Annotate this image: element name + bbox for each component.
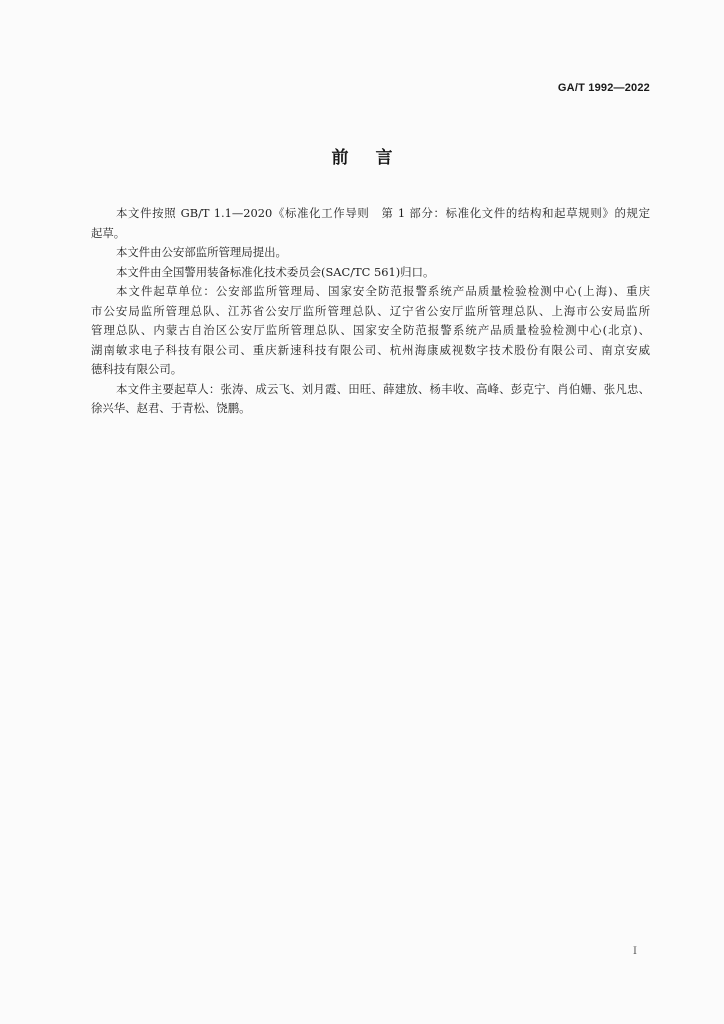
paragraph-technical-committee (91, 263, 650, 283)
paragraph-line: 本文件主要起草人：张涛、成云飞、刘月霞、田旺、薛建放、杨丰收、高峰、彭克宁、肖伯姗、张凡忠、 (116, 381, 650, 396)
foreword-body (91, 204, 650, 419)
paragraph-main-drafters (91, 380, 650, 419)
paragraph-line: 起草。 (91, 225, 126, 240)
foreword-title (0, 146, 724, 170)
page-number: I (633, 946, 637, 957)
paragraph-line: 本文件由全国警用装备标准化技术委员会(SAC/TC 561)归口。 (116, 264, 435, 279)
paragraph-line: 市公安局监所管理总队、江苏省公安厅监所管理总队、辽宁省公安厅监所管理总队、上海市公安局监所 (91, 303, 650, 318)
paragraph-line: 徐兴华、赵君、于青松、饶鹏。 (91, 401, 251, 415)
standard-code-header: GA/T 1992—2022 (557, 82, 650, 94)
paragraph-line: 本文件按照 GB/T 1.1—2020《标准化工作导则 第 1 部分：标准化文件的结构和起草规则》的规定 (116, 206, 650, 220)
paragraph-line: 本文件起草单位：公安部监所管理局、国家安全防范报警系统产品质量检验检测中心(上海)、重庆 (116, 284, 650, 298)
paragraph-drafting-rules (91, 204, 650, 243)
paragraph-line: 德科技有限公司。 (91, 362, 183, 376)
paragraph-proposer (91, 243, 650, 263)
foreword-title-text: 前言 (331, 148, 420, 168)
paragraph-drafting-organizations (91, 282, 650, 380)
paragraph-line: 管理总队、内蒙古自治区公安厅监所管理总队、国家安全防范报警系统产品质量检验检测中心(北京)、 (91, 323, 650, 337)
paragraph-line: 本文件由公安部监所管理局提出。 (116, 245, 287, 259)
paragraph-line: 湖南敏求电子科技有限公司、重庆新速科技有限公司、杭州海康威视数字技术股份有限公司、南京安威 (91, 342, 650, 357)
